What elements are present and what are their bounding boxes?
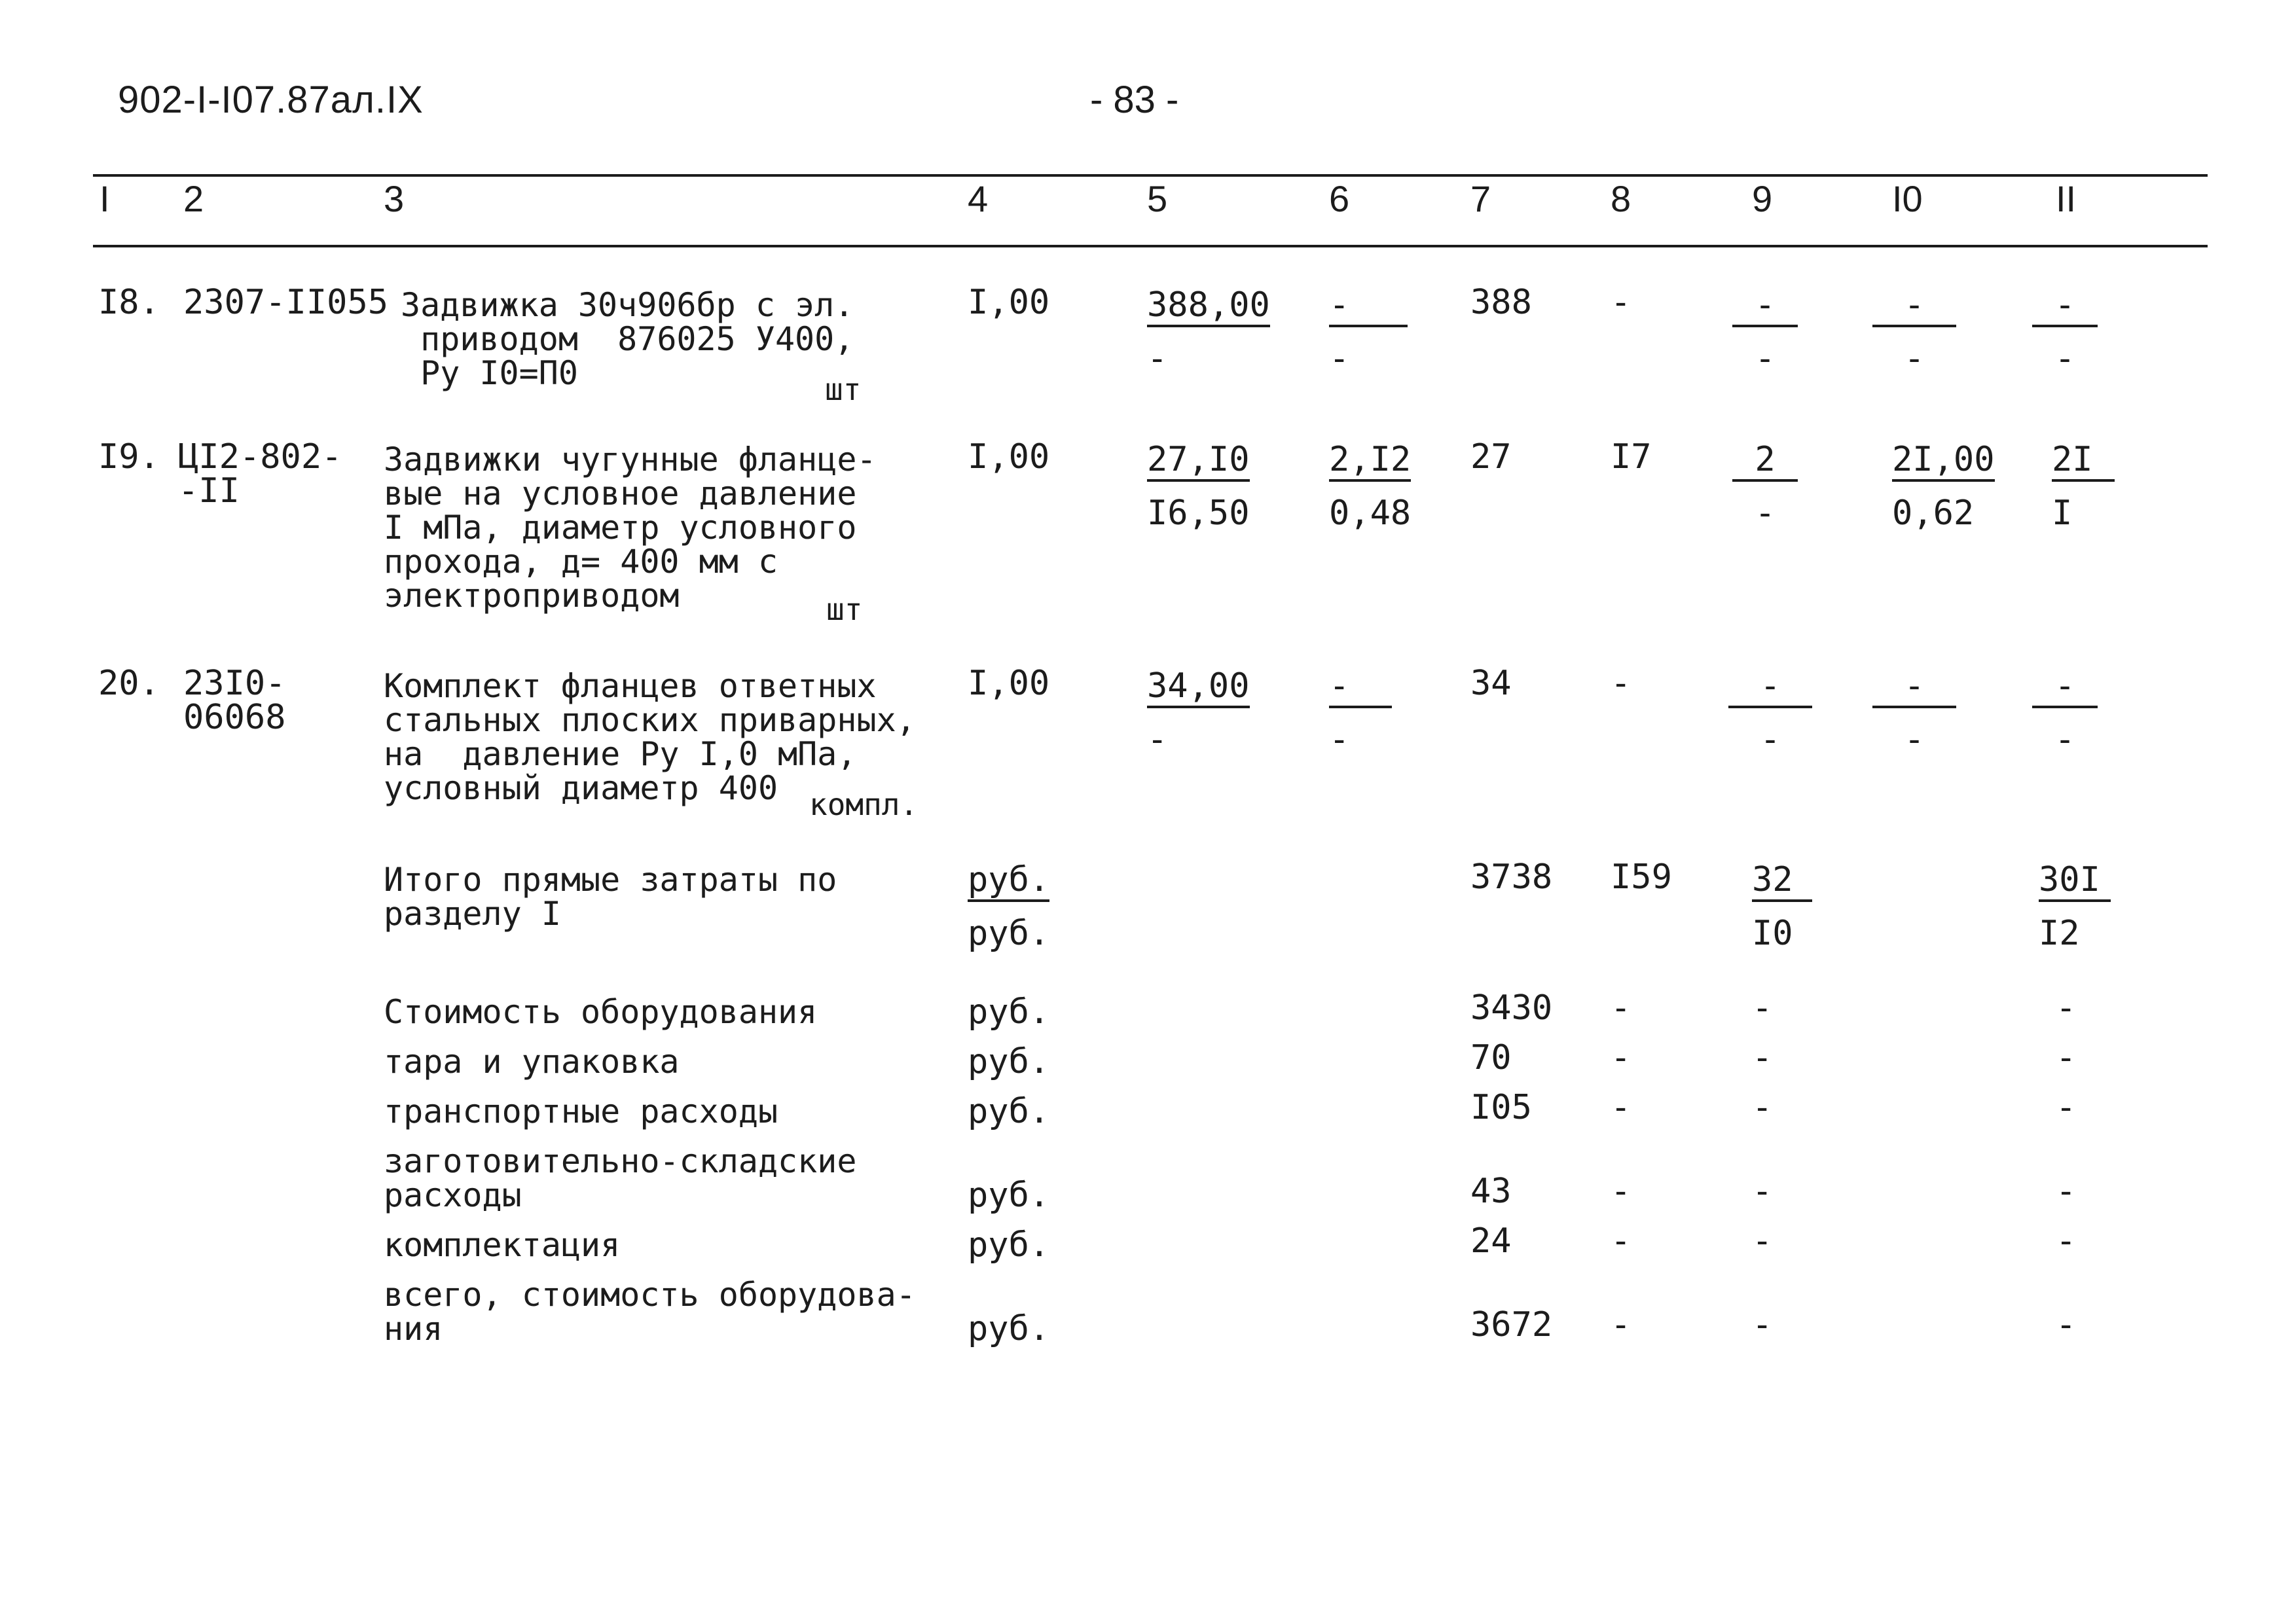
fraction-bottom: - — [1147, 720, 1168, 759]
total-col8: I59 — [1611, 857, 1672, 897]
row-col5-fraction — [1147, 440, 1250, 533]
page-number: - 83 - — [1090, 79, 1179, 121]
row-quantity: I,00 — [968, 664, 1050, 703]
column-header-1: I — [100, 178, 110, 219]
fraction-bottom: - — [1329, 339, 1350, 378]
fraction-bottom: I2 — [2039, 914, 2080, 953]
fraction-top: 388,00 — [1147, 288, 1270, 327]
equipment-col11: - — [2056, 1305, 2077, 1344]
fraction-top: 2 — [1732, 442, 1798, 482]
equipment-unit: руб. — [968, 1225, 1050, 1265]
fraction-bottom: - — [1329, 720, 1350, 759]
column-header-4: 4 — [968, 178, 989, 219]
row-description-line: Комплект фланцев ответных — [384, 667, 877, 705]
fraction-bottom: - — [1147, 339, 1168, 378]
row-description-line: стальных плоских приварных, — [384, 701, 916, 739]
equipment-col7: 24 — [1470, 1221, 1512, 1261]
table-top-rule — [93, 174, 2208, 177]
fraction-top: 2,I2 — [1329, 442, 1411, 482]
row-quantity: I,00 — [968, 437, 1050, 477]
row-description-line: условный диаметр 400 — [384, 769, 778, 807]
fraction-top: - — [1872, 288, 1956, 327]
fraction-bottom: - — [1904, 720, 1925, 759]
equipment-unit: руб. — [968, 1042, 1050, 1081]
row-col11-fraction — [2052, 440, 2115, 533]
equipment-description-line: транспортные расходы — [384, 1092, 778, 1130]
row-description-line: на давление Ру I,0 мПа, — [384, 735, 857, 773]
row-code: 2307-II055 — [183, 283, 389, 322]
row-quantity: I,00 — [968, 283, 1050, 322]
column-header-6: 6 — [1329, 178, 1350, 219]
equipment-col7: 70 — [1470, 1038, 1512, 1077]
row-col9-fraction — [1728, 666, 1812, 757]
equipment-unit: руб. — [968, 1309, 1050, 1348]
equipment-col7: 43 — [1470, 1172, 1512, 1211]
equipment-col7: I05 — [1470, 1088, 1532, 1127]
fraction-top: 2I — [2052, 442, 2115, 482]
total-unit-fraction — [968, 860, 1050, 953]
total-col9-fraction — [1752, 860, 1812, 953]
row-number: 20. — [98, 664, 160, 703]
row-col6-fraction — [1329, 285, 1408, 376]
row-col7: 388 — [1470, 283, 1532, 322]
column-header-7: 7 — [1470, 178, 1491, 219]
row-code: -II — [178, 471, 240, 511]
row-unit: компл. — [809, 787, 919, 822]
equipment-col9: - — [1752, 1088, 1773, 1127]
equipment-description-line: комплектация — [384, 1226, 621, 1264]
equipment-col8: - — [1611, 1172, 1631, 1211]
row-description-line: прохода, д= 400 мм с — [384, 543, 778, 581]
row-col10-fraction — [1872, 666, 1956, 757]
fraction-top: - — [1329, 288, 1408, 327]
row-code: 23I0- — [183, 664, 286, 703]
row-col10-fraction — [1892, 440, 1995, 533]
row-col5-fraction — [1147, 666, 1250, 757]
fraction-top: 32 — [1752, 863, 1812, 902]
row-col9-fraction — [1732, 285, 1798, 376]
equipment-description-line: тара и упаковка — [384, 1043, 680, 1081]
row-col7: 27 — [1470, 437, 1512, 477]
row-col7: 34 — [1470, 664, 1512, 703]
fraction-top: - — [1732, 288, 1798, 327]
equipment-col8: - — [1611, 1038, 1631, 1077]
row-col9-fraction — [1732, 440, 1798, 533]
equipment-unit: руб. — [968, 1176, 1050, 1215]
table-header-rule — [93, 245, 2208, 247]
row-number: I9. — [98, 437, 160, 477]
row-description-line: электроприводом — [384, 577, 680, 615]
row-col6-fraction — [1329, 440, 1412, 533]
equipment-description-line: расходы — [384, 1176, 522, 1214]
equipment-col7: 3672 — [1470, 1305, 1553, 1344]
row-unit: шт — [826, 592, 863, 627]
column-header-10: I0 — [1892, 178, 1923, 219]
row-col10-fraction — [1872, 285, 1956, 376]
row-col8: - — [1611, 283, 1631, 322]
equipment-col7: 3430 — [1470, 988, 1553, 1028]
equipment-description-line: заготовительно-складские — [384, 1142, 857, 1180]
equipment-description-line: ния — [384, 1310, 443, 1348]
row-col8: - — [1611, 664, 1631, 703]
equipment-col8: - — [1611, 1305, 1631, 1344]
equipment-col11: - — [2056, 1221, 2077, 1261]
equipment-col8: - — [1611, 1088, 1631, 1127]
column-header-5: 5 — [1147, 178, 1168, 219]
fraction-bottom: I6,50 — [1147, 494, 1250, 533]
fraction-top: - — [1872, 669, 1956, 708]
fraction-bottom: руб. — [968, 914, 1050, 953]
equipment-col9: - — [1752, 988, 1773, 1028]
fraction-top: 27,I0 — [1147, 442, 1250, 482]
row-unit: шт — [825, 372, 862, 407]
fraction-bottom: I0 — [1752, 914, 1793, 953]
equipment-col8: - — [1611, 1221, 1631, 1261]
fraction-bottom: - — [1755, 494, 1776, 533]
column-header-9: 9 — [1752, 178, 1773, 219]
equipment-col11: - — [2056, 988, 2077, 1028]
equipment-col9: - — [1752, 1305, 1773, 1344]
row-col5-fraction — [1147, 285, 1270, 376]
equipment-unit: руб. — [968, 1092, 1050, 1131]
fraction-top: 2I,00 — [1892, 442, 1995, 482]
row-col11-fraction — [2032, 666, 2098, 757]
fraction-bottom: - — [1904, 339, 1925, 378]
column-header-3: 3 — [384, 178, 405, 219]
fraction-top: - — [1728, 669, 1812, 708]
equipment-description-line: Стоимость оборудования — [384, 993, 818, 1031]
fraction-top: - — [1329, 669, 1392, 708]
fraction-top: - — [2032, 669, 2098, 708]
column-header-8: 8 — [1611, 178, 1631, 219]
total-col7: 3738 — [1470, 857, 1553, 897]
fraction-top: руб. — [968, 863, 1049, 902]
total-description-line: разделу I — [384, 895, 561, 933]
column-header-2: 2 — [183, 178, 204, 219]
column-header-11: II — [2056, 178, 2077, 219]
row-description-line: приводом 876025 У400, — [401, 320, 854, 358]
row-code: 06068 — [183, 698, 286, 737]
row-col6-fraction — [1329, 666, 1392, 757]
equipment-col9: - — [1752, 1038, 1773, 1077]
document-code: 902-I-I07.87ал.IX — [118, 79, 424, 121]
row-code: ЦI2-802- — [178, 437, 342, 477]
fraction-bottom: I — [2052, 494, 2073, 533]
total-description-line: Итого прямые затраты по — [384, 861, 837, 899]
fraction-top: 34,00 — [1147, 669, 1250, 708]
fraction-top: 30I — [2039, 863, 2111, 902]
row-number: I8. — [98, 283, 160, 322]
fraction-bottom: - — [1755, 339, 1776, 378]
equipment-col8: - — [1611, 988, 1631, 1028]
equipment-description-line: всего, стоимость оборудова- — [384, 1276, 916, 1314]
fraction-top: - — [2032, 288, 2098, 327]
equipment-col11: - — [2056, 1172, 2077, 1211]
equipment-col11: - — [2056, 1038, 2077, 1077]
equipment-unit: руб. — [968, 992, 1050, 1032]
row-description-line: Задвижка 30ч906бр с эл. — [401, 286, 854, 324]
fraction-bottom: 0,62 — [1892, 494, 1975, 533]
fraction-bottom: - — [1760, 720, 1781, 759]
fraction-bottom: - — [2054, 339, 2075, 378]
fraction-bottom: 0,48 — [1329, 494, 1412, 533]
row-col11-fraction — [2032, 285, 2098, 376]
total-col11-fraction — [2039, 860, 2111, 953]
equipment-col9: - — [1752, 1221, 1773, 1261]
row-description-line: Ру I0=П0 — [401, 354, 578, 392]
row-description-line: вые на условное давление — [384, 475, 857, 513]
equipment-col9: - — [1752, 1172, 1773, 1211]
row-col8: I7 — [1611, 437, 1652, 477]
equipment-col11: - — [2056, 1088, 2077, 1127]
fraction-bottom: - — [2054, 720, 2075, 759]
row-description-line: Задвижки чугунные фланце- — [384, 441, 877, 478]
row-description-line: I мПа, диаметр условного — [384, 509, 857, 547]
